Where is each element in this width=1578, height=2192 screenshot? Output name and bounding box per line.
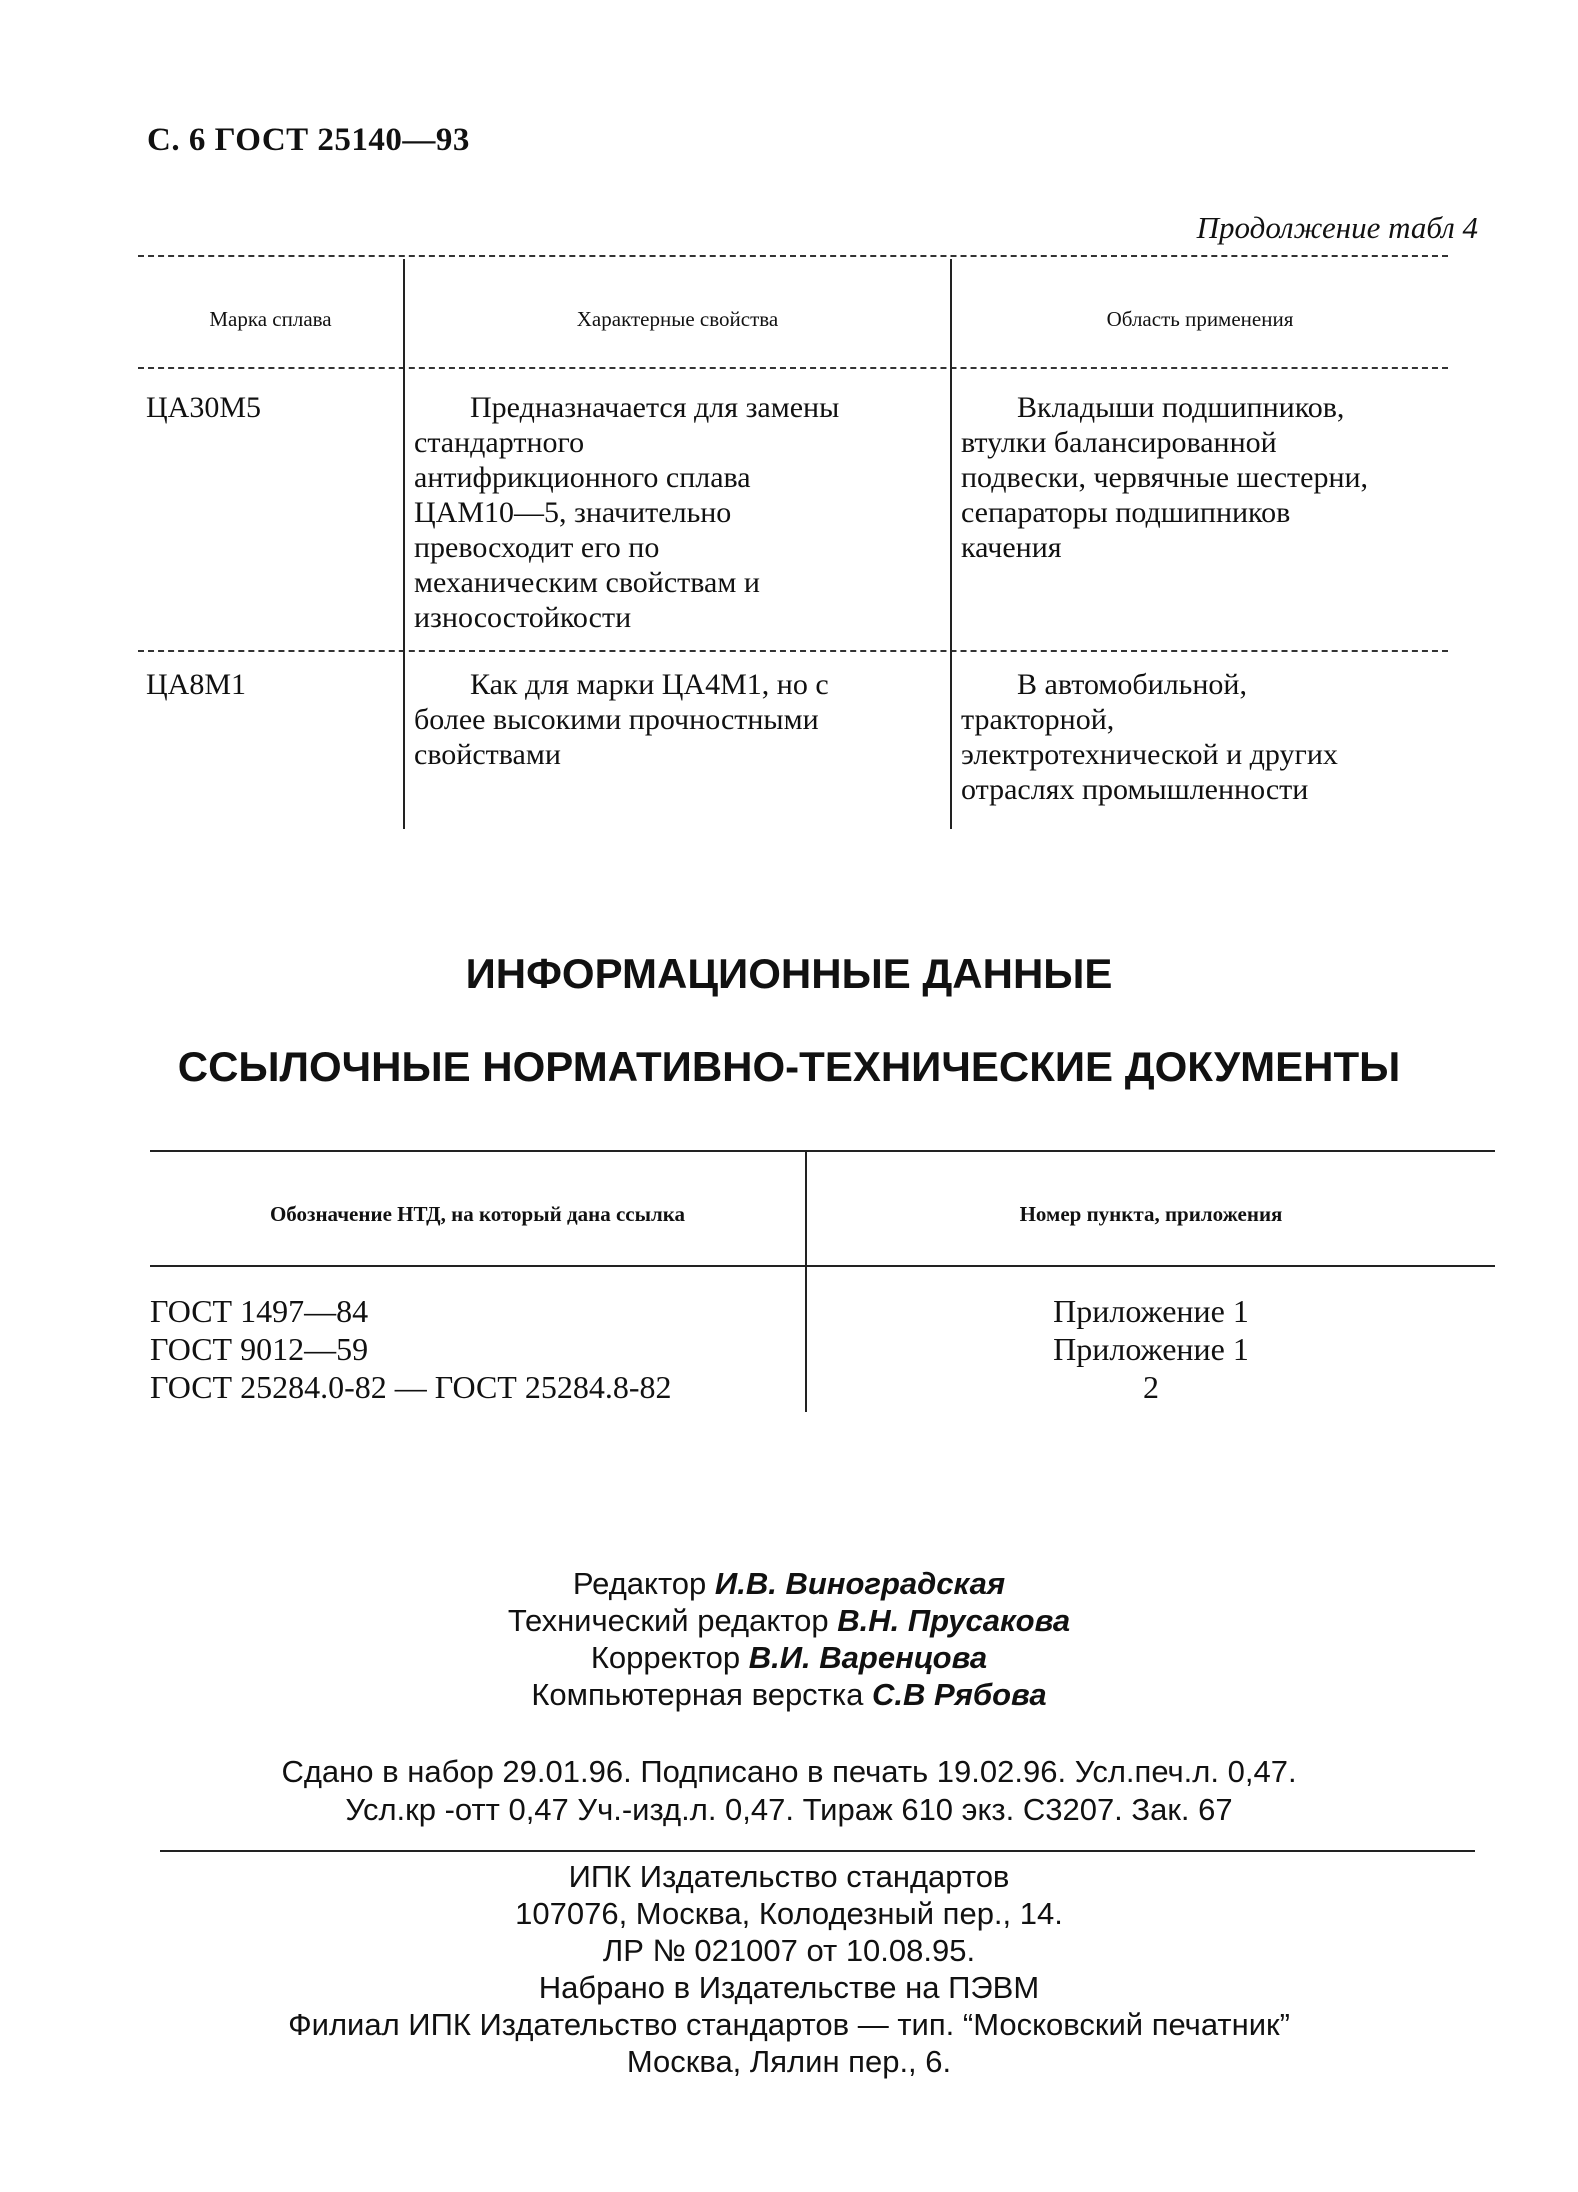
credit-name: В.И. Варенцова bbox=[748, 1640, 988, 1675]
credit-line bbox=[0, 1565, 1578, 1602]
credit-line bbox=[0, 1676, 1578, 1713]
text-line: свойствами bbox=[414, 738, 561, 771]
table-header-border bbox=[150, 1265, 1495, 1267]
table-cell-grade: ЦА30М5 bbox=[146, 391, 262, 424]
table-cell-properties bbox=[414, 667, 944, 772]
table-cell-application bbox=[961, 390, 1451, 565]
column-header-document: Обозначение НТД, на который дана ссылка bbox=[269, 1202, 686, 1226]
reference-clauses bbox=[807, 1292, 1495, 1406]
text-line: механическим свойствам и bbox=[414, 566, 760, 599]
credit-line bbox=[0, 1602, 1578, 1639]
publisher-line: Москва, Лялин пер., 6. bbox=[626, 2044, 952, 2079]
column-divider bbox=[403, 259, 405, 829]
section-heading-info: ИНФОРМАЦИОННЫЕ ДАННЫЕ bbox=[465, 950, 1113, 997]
credit-name: В.Н. Прусакова bbox=[837, 1603, 1071, 1638]
text-line: втулки балансированной bbox=[961, 426, 1277, 459]
column-header-properties: Характерные свойства bbox=[576, 307, 779, 331]
alloy-properties-table bbox=[138, 255, 1448, 835]
publisher-block bbox=[0, 1858, 1578, 2080]
text-line: более высокими прочностными bbox=[414, 703, 819, 736]
text-line: антифрикционного сплава bbox=[414, 461, 751, 494]
table-cell-grade: ЦА8М1 bbox=[146, 668, 247, 701]
publisher-line: Филиал ИПК Издательство стандартов — тип. “Московский печатник” bbox=[288, 2007, 1290, 2042]
footer-rule bbox=[160, 1850, 1475, 1852]
text-line: отраслях промышленности bbox=[961, 773, 1309, 806]
text-line: стандартного bbox=[414, 426, 585, 459]
column-divider bbox=[950, 259, 952, 829]
text-line: тракторной, bbox=[961, 703, 1115, 736]
table-row: ГОСТ 1497—84 bbox=[150, 1293, 369, 1329]
print-info bbox=[0, 1753, 1578, 1829]
table-row: ГОСТ 9012—59 bbox=[150, 1331, 369, 1367]
publisher-line: ИПК Издательство стандартов bbox=[568, 1859, 1010, 1894]
reference-documents bbox=[150, 1292, 672, 1406]
column-header-reference: Номер пункта, приложения bbox=[1019, 1202, 1283, 1226]
page-header: С. 6 ГОСТ 25140—93 bbox=[147, 122, 470, 158]
table-top-border bbox=[150, 1150, 1495, 1152]
publisher-line: ЛР № 021007 от 10.08.95. bbox=[602, 1933, 976, 1968]
section-heading-references: ССЫЛОЧНЫЕ НОРМАТИВНО-ТЕХНИЧЕСКИЕ ДОКУМЕНТЫ bbox=[177, 1043, 1401, 1090]
table-cell-properties bbox=[414, 390, 944, 635]
credit-role: Технический редактор bbox=[507, 1603, 829, 1638]
text-line: превосходит его по bbox=[414, 531, 660, 564]
text-line: Предназначается для замены bbox=[470, 391, 840, 424]
text-line: сепараторы подшипников bbox=[961, 496, 1291, 529]
print-info-line: Сдано в набор 29.01.96. Подписано в печать 19.02.96. Усл.печ.л. 0,47. bbox=[281, 1754, 1297, 1789]
table-cell-application bbox=[961, 667, 1451, 807]
credit-line bbox=[0, 1639, 1578, 1676]
table-row: ГОСТ 25284.0-82 — ГОСТ 25284.8-82 bbox=[150, 1369, 672, 1405]
publisher-line: Набрано в Издательстве на ПЭВМ bbox=[538, 1970, 1040, 2005]
column-header-grade: Марка сплава bbox=[209, 307, 332, 331]
text-line: В автомобильной, bbox=[1017, 668, 1247, 701]
text-line: Как для марки ЦА4М1, но с bbox=[470, 668, 829, 701]
table-row: 2 bbox=[1143, 1369, 1159, 1405]
table-continuation-label: Продолжение табл 4 bbox=[1196, 210, 1478, 245]
column-header-application: Область применения bbox=[1106, 307, 1294, 331]
text-line: качения bbox=[961, 531, 1062, 564]
credit-role: Компьютерная верстка bbox=[531, 1677, 864, 1712]
table-row: Приложение 1 bbox=[1053, 1331, 1249, 1367]
table-row: Приложение 1 bbox=[1053, 1293, 1249, 1329]
text-line: износостойкости bbox=[414, 601, 632, 634]
credit-name: С.В Рябова bbox=[872, 1677, 1047, 1712]
credit-role: Редактор bbox=[572, 1566, 707, 1601]
credit-role: Корректор bbox=[590, 1640, 741, 1675]
table-header-border bbox=[138, 367, 1448, 369]
table-top-border bbox=[138, 255, 1448, 257]
table-row-divider bbox=[138, 650, 1448, 652]
credit-name: И.В. Виноградская bbox=[714, 1566, 1006, 1601]
text-line: подвески, червячные шестерни, bbox=[961, 461, 1369, 494]
text-line: Вкладыши подшипников, bbox=[1017, 391, 1345, 424]
text-line: ЦАМ10—5, значительно bbox=[414, 496, 732, 529]
print-info-line: Усл.кр -отт 0,47 Уч.-изд.л. 0,47. Тираж 610 экз. С3207. Зак. 67 bbox=[345, 1792, 1233, 1827]
credits-block bbox=[0, 1565, 1578, 1713]
publisher-line: 107076, Москва, Колодезный пер., 14. bbox=[515, 1896, 1063, 1931]
text-line: электротехнической и других bbox=[961, 738, 1338, 771]
references-table bbox=[150, 1150, 1495, 1420]
